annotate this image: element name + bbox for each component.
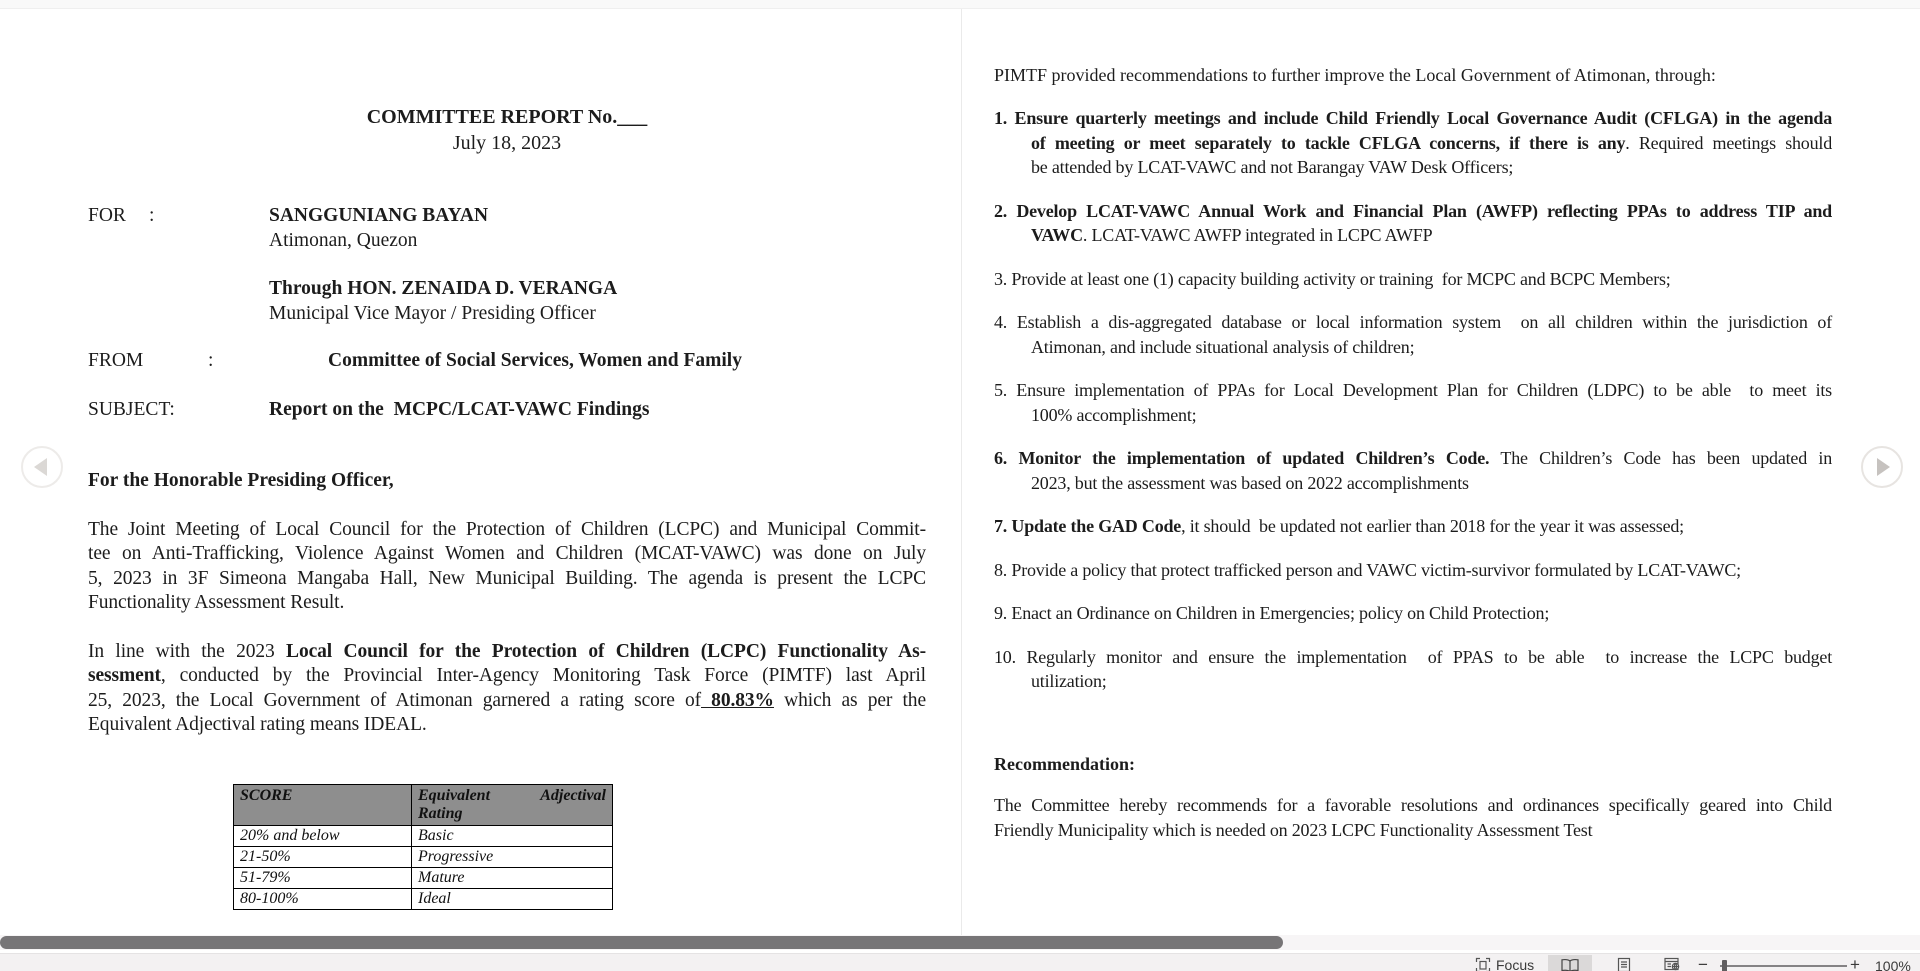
text-line: 5, 2023 in 3F Simeona Mangaba Hall, New Municipal Building. The agenda is present the LCPC <box>88 567 926 589</box>
field-for <box>88 204 926 253</box>
list-item <box>994 558 1832 583</box>
table-row: 51-79% Mature <box>234 867 613 888</box>
text-line: Functionality Assessment Result. <box>88 592 345 613</box>
text-line: 100% accomplishment; <box>1031 404 1197 425</box>
for-recipient: SANGGUNIANG BAYAN <box>269 205 489 226</box>
from-label: FROM <box>88 350 144 371</box>
table-row: 20% and below Basic <box>234 825 613 846</box>
web-layout-button[interactable] <box>1656 957 1688 971</box>
text-line: 7. Update the GAD Code, it should be updated not earlier than 2018 for the year it was assessed; <box>994 516 1684 536</box>
zoom-slider[interactable] <box>1720 965 1847 967</box>
through-title: Municipal Vice Mayor / Presiding Officer <box>269 302 596 324</box>
through-value <box>269 277 926 326</box>
zoom-out-button[interactable]: − <box>1698 955 1708 971</box>
focus-button[interactable] <box>1475 957 1534 971</box>
table-row: 21-50% Progressive <box>234 846 613 867</box>
horizontal-scrollbar[interactable] <box>0 935 1920 950</box>
scrollbar-thumb[interactable] <box>0 936 1283 949</box>
recommendation-heading: Recommendation: <box>994 753 1135 774</box>
from-colon: : <box>208 350 214 371</box>
text-line: 2. Develop LCAT-VAWC Annual Work and Financial Plan (AWFP) reflecting PPAs to address TIP and <box>994 200 1832 221</box>
from-value: Committee of Social Services, Women and Family <box>328 350 742 371</box>
document-page-right <box>994 64 1832 842</box>
list-item <box>994 106 1832 180</box>
document-page-left <box>88 104 926 910</box>
status-bar <box>0 953 1920 971</box>
table-header-row <box>234 784 613 825</box>
text-line: Atimonan, and include situational analysis of children; <box>1031 336 1415 357</box>
focus-label: Focus <box>1496 957 1535 971</box>
salutation: For the Honorable Presiding Officer, <box>88 470 394 491</box>
subject-label: SUBJECT: <box>88 398 175 420</box>
list-item <box>994 446 1832 495</box>
next-page-button[interactable] <box>1861 446 1903 488</box>
arrow-right-icon <box>1877 458 1890 476</box>
text-line: 3. Provide at least one (1) capacity building activity or training for MCPC and BCPC Members; <box>994 268 1671 289</box>
field-subject <box>88 398 926 423</box>
focus-icon <box>1475 957 1491 971</box>
text-line: The Joint Meeting of Local Council for the Protection of Children (LCPC) and Municipal Commit- <box>88 518 926 540</box>
text-line: sessment, conducted by the Provincial Inter-Agency Monitoring Task Force (PIMTF) last April <box>88 665 926 686</box>
for-label: FOR <box>88 205 126 226</box>
read-mode-button[interactable] <box>1548 955 1592 971</box>
list-item <box>994 514 1832 539</box>
score-rating-table <box>233 784 613 910</box>
text-line: Equivalent Adjectival rating means IDEAL. <box>88 714 427 735</box>
subject-value: Report on the MCPC/LCAT-VAWC Findings <box>269 398 650 420</box>
list-item <box>994 645 1832 694</box>
text-line: In line with the 2023 Local Council for the Protection of Children (LCPC) Functionality As- <box>88 640 926 662</box>
through-name: Through HON. ZENAIDA D. VERANGA <box>269 278 618 299</box>
field-from <box>88 349 926 374</box>
list-item <box>994 199 1832 248</box>
zoom-level[interactable]: 100% <box>1875 958 1911 971</box>
for-colon: : <box>149 205 155 226</box>
text-line: 6. Monitor the implementation of updated Children’s Code. The Children’s Code has been updated in <box>994 448 1833 468</box>
table-row: 80-100% Ideal <box>234 888 613 909</box>
zoom-slider-thumb[interactable] <box>1722 960 1727 971</box>
field-through <box>88 277 926 326</box>
header-score: SCORE <box>234 784 412 825</box>
report-title: COMMITTEE REPORT No.___ <box>366 106 648 128</box>
recommendations-intro: PIMTF provided recommendations to further improve the Local Government of Atimonan, through: <box>994 65 1716 85</box>
zoom-in-button[interactable]: + <box>1850 955 1860 971</box>
list-item <box>994 310 1832 359</box>
for-value <box>269 204 926 253</box>
header-rating: Equivalent Adjectival Rating <box>412 784 613 825</box>
paragraph-meeting <box>88 518 926 616</box>
text-line: tee on Anti-Trafficking, Violence Against Women and Children (MCAT-VAWC) was done on July <box>88 543 926 564</box>
list-item <box>994 601 1832 626</box>
previous-page-button[interactable] <box>21 446 63 488</box>
print-layout-button[interactable] <box>1608 957 1640 971</box>
read-mode-icon <box>1560 958 1580 971</box>
text-line: VAWC. LCAT-VAWC AWFP integrated in LCPC AWFP <box>1031 225 1433 245</box>
top-chrome-strip <box>0 0 1920 9</box>
text-line: 5. Ensure implementation of PPAs for Local Development Plan for Children (LDPC) to be able to meet its <box>994 380 1832 400</box>
text-line: 25, 2023, the Local Government of Atimonan garnered a rating score of 80.83% which as per the <box>88 689 927 711</box>
report-date: July 18, 2023 <box>452 132 562 154</box>
page-divider <box>961 9 962 935</box>
text-line: 10. Regularly monitor and ensure the implementation of PPAS to be able to increase the LCPC budget <box>994 646 1832 667</box>
text-line: 1. Ensure quarterly meetings and include Child Friendly Local Governance Audit (CFLGA) in the agenda <box>994 108 1832 128</box>
text-line: 4. Establish a dis-aggregated database or local information system on all children within the jurisdiction of <box>994 312 1832 332</box>
print-layout-icon <box>1617 957 1631 971</box>
web-layout-icon <box>1664 957 1681 971</box>
text-line: Friendly Municipality which is needed on 2023 LCPC Functionality Assessment Test <box>994 819 1593 840</box>
text-line: of meeting or meet separately to tackle CFLGA concerns, if there is any. Required meetings should <box>1031 132 1832 153</box>
text-line: be attended by LCAT-VAWC and not Barangay VAW Desk Officers; <box>1031 157 1514 177</box>
text-line: 8. Provide a policy that protect trafficked person and VAWC victim-survivor formulated by LCAT-VAWC; <box>994 559 1741 580</box>
arrow-left-icon <box>34 458 47 476</box>
text-line: utilization; <box>1031 671 1107 691</box>
closing-paragraph <box>994 793 1832 842</box>
paragraph-rating <box>88 640 926 738</box>
list-item <box>994 267 1832 292</box>
for-recipient-location: Atimonan, Quezon <box>269 229 418 251</box>
list-item <box>994 378 1832 427</box>
text-line: 9. Enact an Ordinance on Children in Emergencies; policy on Child Protection; <box>994 603 1550 623</box>
text-line: 2023, but the assessment was based on 2022 accomplishments <box>1031 472 1469 493</box>
text-line: The Committee hereby recommends for a favorable resolutions and ordinances specifically geared into Child <box>994 795 1832 815</box>
